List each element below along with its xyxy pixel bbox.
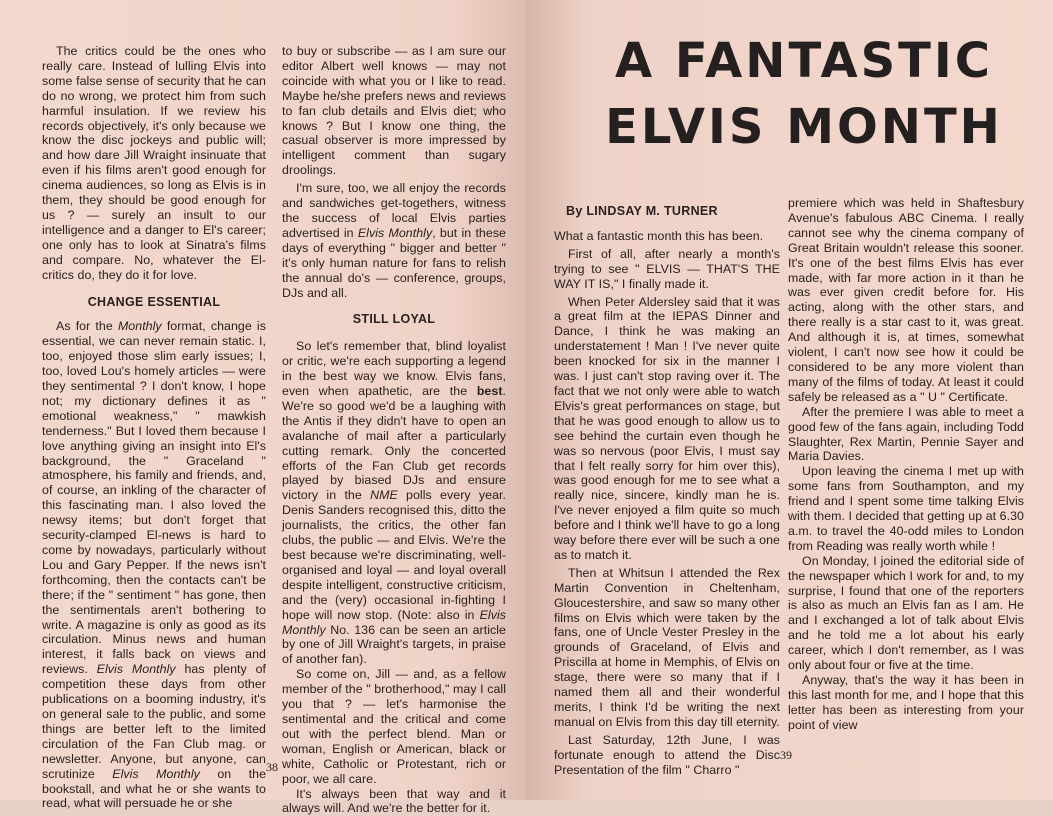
page-number: 38	[266, 760, 278, 775]
section-heading: STILL LOYAL	[282, 312, 506, 327]
article-title	[574, 32, 1034, 156]
paragraph: Upon leaving the cinema I met up with some fans from Southampton, and my friend and I spent some time talking Elvis with them. I decided that getting up at 6.30 a.m. to travel the 40-odd miles to London from Reading was really worth while !	[788, 464, 1024, 553]
page-number: 39	[780, 748, 792, 763]
paragraph: Last Saturday, 12th June, I was fortunate enough to attend the Disc Presentation of the film " Charro "	[554, 733, 780, 778]
byline: By LINDSAY M. TURNER	[566, 204, 780, 219]
right-column-1	[554, 204, 780, 778]
title-line-1: A FANTASTIC	[574, 32, 1034, 90]
paragraph: premiere which was held in Shaftesbury Avenue's fabulous ABC Cinema. I really cannot see why the cinema company of Great Britain wouldn't release this sooner. It's one of the best films Elvis has ever made, with far more action in it than he was ever given credit before for. His acting, along with the other stars, and there really is a star cast to it, was great. And although it is, at times, somewhat violent, I can't now see how it could be considered to be any more violent than many of the films of today. At least it could safely be released as a " U " Certificate.	[788, 196, 1024, 405]
paragraph: First of all, after nearly a month's trying to see " ELVIS — THAT'S THE WAY IT IS," I finally made it.	[554, 247, 780, 292]
paragraph: As for the Monthly format, change is essential, we can never remain static. I, too, enjoyed those slim early issues; I, too, loved Lou's homely articles — were they sentimental ? I don't know, I hope not; my dictionary defines it as " emotional weakness," " mawkish tenderness." But I loved them because I love anything giving an insight into El's background, the " Graceland " atmosphere, his family and friends, and, of course, an inkling of the character of this fascinating man. I also loved the newsy items; but don't forget that security-clamped El-news is hard to come by nowadays, particularly without Lou and Gary Pepper. If the news isn't forthcoming, then the contacts can't be there; if the " sentiment " has gone, then the sentimentals aren't bothering to write. A magazine is only as good as its circulation. Minus news and human interest, it falls back on views and reviews. Elvis Monthly has plenty of competition these days from other publications on a booming industry, it's on general sale to the public, and some things are better left to the limited circulation of the Fan Club mag. or newsletter. Anyone, but anyone, can scrutinize Elvis Monthly on the bookstall, and what he or she wants to read, what will persuade he or she	[42, 319, 266, 811]
section-heading: CHANGE ESSENTIAL	[42, 295, 266, 310]
paragraph: What a fantastic month this has been.	[554, 229, 780, 244]
paragraph: I'm sure, too, we all enjoy the records and sandwiches get-togethers, witness the success of local Elvis parties advertised in Elvis Monthly, but in these days of everything " bigger and better " it's only human nature for fans to relish the annual do's — conference, groups, DJs and all.	[282, 181, 506, 300]
left-column-2	[282, 44, 506, 816]
paragraph: So let's remember that, blind loyalist or critic, we're each supporting a legend in the best way we know. Elvis fans, even when apathetic, are the best. We're so good we'd be a laughing with the Antis if they didn't have to open an avalanche of mail after a particularly cutting remark. Only the concerted efforts of the Fan Club get records played by biased DJs and ensure victory in the NME polls every year. Denis Sanders recognised this, ditto the journalists, the critics, the other fan clubs, the public — and Elvis. We're the best because we're discriminating, well-organised and loyal — and loyal overall despite intelligent, constructive criticism, and the (very) occasional in-fighting I hope will now stop. (Note: also in Elvis Monthly No. 136 can be seen an article by one of Jill Wraight's targets, in praise of another fan).	[282, 339, 506, 667]
paragraph: to buy or subscribe — as I am sure our editor Albert well knows — may not coincide with what you or I like to read. Maybe he/she prefers news and reviews to fan club details and Elvis diet; who knows ? But I know one thing, the casual observer is more impressed by intelligent comment than sugary droolings.	[282, 44, 506, 178]
paragraph: Then at Whitsun I attended the Rex Martin Convention in Cheltenham, Gloucestershire, and saw so many other films on Elvis which were taken by the fans, one of Uncle Vester Presley in the grounds of Graceland, of Elvis and Priscilla at home in Memphis, of Elvis on stage, there were so many that if I named them all and their wonderful merits, I think I'd be writing the next manual on Elvis from this day till eternity.	[554, 566, 780, 730]
paragraph: The critics could be the ones who really care. Instead of lulling Elvis into some false sense of security that he can do no wrong, we protect him from such harmful insulation. If we review his records objectively, it's only because we know the disc jockeys and public will; and how dare Jill Wraight insinuate that even if his films aren't good enough for cinema audiences, so long as Elvis is in them, they should be good enough for us ? — surely an insult to our intelligence and a danger to El's career; one only has to look at Sinatra's films and compare. No, whatever the El-critics do, they do it for love.	[42, 44, 266, 283]
paragraph: On Monday, I joined the editorial side of the newspaper which I work for and, to my surprise, I found that one of the reporters is also as much an Elvis fan as I am. He and I exchanged a lot of talk about Elvis and he told me a lot about his early career, which I don't remember, as I was only about four or five at the time.	[788, 554, 1024, 673]
paragraph: It's always been that way and it always will. And we're the better for it.	[282, 787, 506, 816]
left-page	[0, 0, 526, 800]
left-column-1	[42, 44, 266, 811]
right-page	[526, 0, 1053, 800]
paragraph: After the premiere I was able to meet a good few of the fans again, including Todd Slaughter, Rex Martin, Pennie Sayer and Maria Davies.	[788, 405, 1024, 465]
paragraph: When Peter Aldersley said that it was a great film at the IEPAS Dinner and Dance, I think he was making an understatement ! Man ! I've never quite been knocked for six in the manner I was. I just can't stop raving over it. The fact that we not only were able to watch Elvis's great performances on stage, but that he was good enough to allow us to see behind the curtain even though he was so nervous (poor Elvis, I must say that I felt really sorry for him over this), was good enough for me to see what a really nice, sincere, kindly man he is. I've never enjoyed a film quite so much before and I think we'll have to go a long way before there ever will be such a one as to match it.	[554, 295, 780, 563]
right-column-2	[788, 196, 1024, 733]
paragraph: So come on, Jill — and, as a fellow member of the " brotherhood," may I call you that ? — let's harmonise the sentimental and the critical and come out with the perfect blend. Man or woman, English or American, black or white, Catholic or Protestant, rich or poor, we all care.	[282, 667, 506, 786]
paragraph: Anyway, that's the way it has been in this last month for me, and I hope that this letter has been as interesting from your point of view	[788, 673, 1024, 733]
title-line-2: ELVIS MONTH	[574, 98, 1034, 156]
